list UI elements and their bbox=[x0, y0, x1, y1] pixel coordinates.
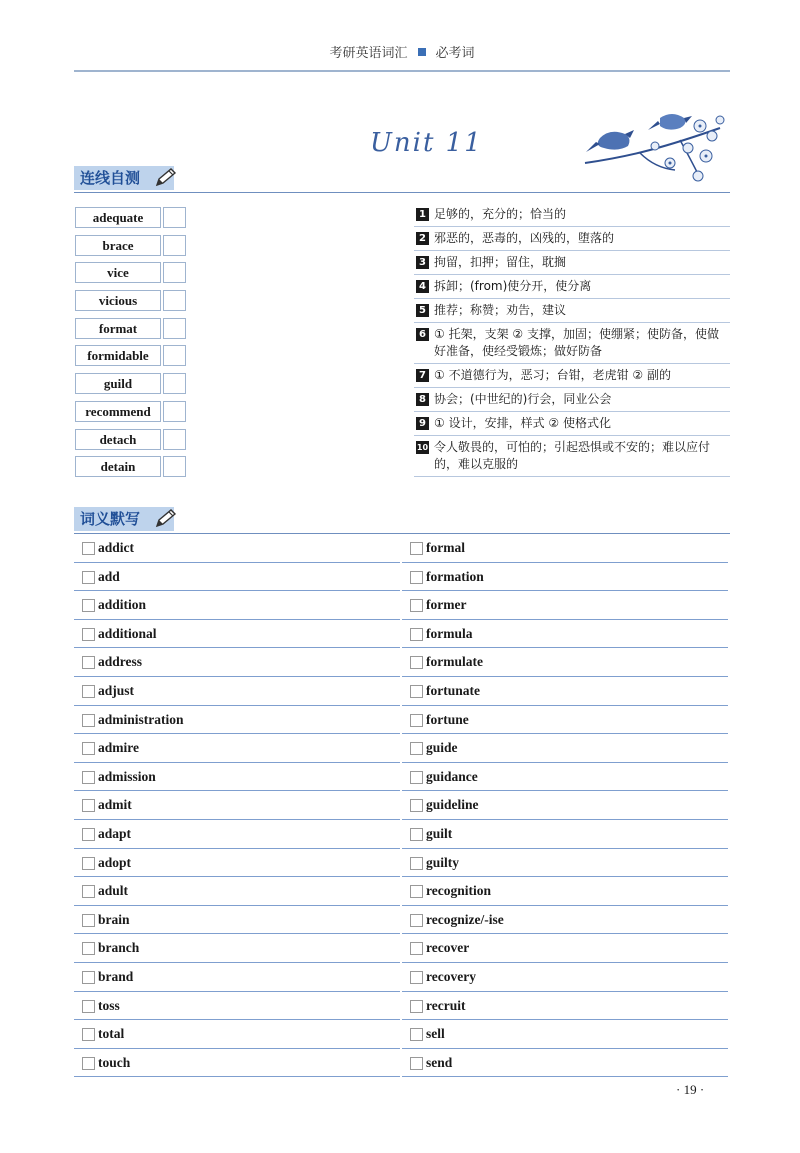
list-item bbox=[74, 620, 400, 649]
word-label: brand bbox=[98, 968, 134, 984]
definition-text: 邪恶的，恶毒的，凶残的，堕落的 bbox=[434, 231, 615, 245]
list-item bbox=[402, 534, 728, 563]
word-label: fortunate bbox=[426, 682, 480, 698]
match-word-label: detach bbox=[75, 429, 161, 450]
word-label: formula bbox=[426, 625, 473, 641]
checkbox[interactable] bbox=[82, 942, 95, 955]
word-label: total bbox=[98, 1026, 125, 1042]
checkbox[interactable] bbox=[410, 1057, 423, 1070]
definition-number: 8 bbox=[416, 393, 429, 406]
match-word bbox=[75, 429, 187, 450]
list-item bbox=[74, 534, 400, 563]
section-dictation-title bbox=[74, 507, 730, 534]
checkbox[interactable] bbox=[410, 1000, 423, 1013]
word-label: guide bbox=[426, 740, 458, 756]
word-label: sell bbox=[426, 1026, 445, 1042]
word-label: recognize/-ise bbox=[426, 911, 504, 927]
checkbox[interactable] bbox=[82, 828, 95, 841]
definition-text: 足够的，充分的；恰当的 bbox=[434, 207, 567, 221]
definition-number: 10 bbox=[416, 443, 429, 452]
list-item bbox=[74, 906, 400, 935]
answer-box[interactable] bbox=[163, 318, 186, 339]
match-word-list bbox=[75, 207, 187, 484]
definition-text: 协会；(中世纪的)行会，同业公会 bbox=[434, 392, 612, 406]
checkbox[interactable] bbox=[410, 542, 423, 555]
list-item bbox=[402, 591, 728, 620]
word-label: recognition bbox=[426, 883, 491, 899]
match-word-label: formidable bbox=[75, 345, 161, 366]
definition-text: ① 不道德行为，恶习；台钳，老虎钳 ② 副的 bbox=[434, 368, 671, 382]
word-label: adjust bbox=[98, 682, 135, 698]
word-label: formal bbox=[426, 540, 465, 555]
definition-text: ① 托架，支架 ② 支撑，加固；使绷紧；使防备，使做好准备，使经受锻炼；做好防备 bbox=[434, 327, 719, 358]
word-label: adopt bbox=[98, 854, 132, 870]
word-label: adult bbox=[98, 883, 129, 899]
list-item bbox=[402, 963, 728, 992]
list-item bbox=[74, 706, 400, 735]
match-word-label: detain bbox=[75, 456, 161, 477]
definition-number: 5 bbox=[416, 304, 429, 317]
checkbox[interactable] bbox=[82, 714, 95, 727]
match-word-label: format bbox=[75, 318, 161, 339]
list-item bbox=[74, 820, 400, 849]
match-word bbox=[75, 401, 187, 422]
match-word-label: vicious bbox=[75, 290, 161, 311]
checkbox[interactable] bbox=[410, 885, 423, 898]
answer-box[interactable] bbox=[163, 345, 186, 366]
checkbox[interactable] bbox=[410, 914, 423, 927]
word-label: brain bbox=[98, 911, 130, 927]
checkbox[interactable] bbox=[410, 942, 423, 955]
list-item bbox=[402, 849, 728, 878]
checkbox[interactable] bbox=[410, 599, 423, 612]
list-item bbox=[402, 620, 728, 649]
pencil-icon bbox=[154, 509, 178, 529]
match-word-label: adequate bbox=[75, 207, 161, 228]
match-word bbox=[75, 373, 187, 394]
checkbox[interactable] bbox=[410, 828, 423, 841]
word-label: guidance bbox=[426, 768, 478, 784]
book-title: 考研英语词汇 bbox=[329, 46, 408, 61]
match-word bbox=[75, 456, 187, 477]
checkbox[interactable] bbox=[410, 1028, 423, 1041]
definition-text: 令人敬畏的，可怕的；引起恐惧或不安的；难以应付的，难以克服的 bbox=[434, 440, 711, 471]
word-label: formulate bbox=[426, 654, 483, 670]
word-label: fortune bbox=[426, 711, 469, 727]
word-label: toss bbox=[98, 997, 120, 1013]
list-item bbox=[74, 563, 400, 592]
definition-text: 推荐；称赞；劝告，建议 bbox=[434, 303, 567, 317]
page-number: · 19 · bbox=[676, 1082, 705, 1097]
checkbox[interactable] bbox=[82, 971, 95, 984]
definition-item bbox=[414, 203, 730, 227]
word-label: guilt bbox=[426, 825, 453, 841]
checkbox[interactable] bbox=[410, 742, 423, 755]
checkbox[interactable] bbox=[82, 799, 95, 812]
list-item bbox=[402, 877, 728, 906]
checkbox[interactable] bbox=[82, 656, 95, 669]
list-item bbox=[74, 849, 400, 878]
match-word bbox=[75, 235, 187, 256]
word-label: branch bbox=[98, 940, 140, 956]
section-match-title bbox=[74, 166, 730, 193]
match-word-label: guild bbox=[75, 373, 161, 394]
section-label: 必考词 bbox=[435, 46, 475, 61]
checkbox[interactable] bbox=[82, 1028, 95, 1041]
checkbox[interactable] bbox=[82, 742, 95, 755]
checkbox[interactable] bbox=[410, 971, 423, 984]
list-item bbox=[74, 791, 400, 820]
list-item bbox=[74, 734, 400, 763]
answer-box[interactable] bbox=[163, 235, 186, 256]
definition-text: 拘留，扣押；留住，耽搁 bbox=[434, 255, 567, 269]
definition-number: 3 bbox=[416, 256, 429, 269]
section-dictation-label: 词义默写 bbox=[80, 510, 141, 528]
checkbox[interactable] bbox=[82, 628, 95, 641]
answer-box[interactable] bbox=[163, 401, 186, 422]
list-item bbox=[402, 677, 728, 706]
list-item bbox=[402, 1020, 728, 1049]
definition-item bbox=[414, 412, 730, 436]
match-word bbox=[75, 207, 187, 228]
word-label: guilty bbox=[426, 854, 460, 870]
checkbox[interactable] bbox=[82, 685, 95, 698]
list-item bbox=[402, 992, 728, 1021]
checkbox[interactable] bbox=[82, 914, 95, 927]
word-label: send bbox=[426, 1054, 453, 1070]
checkbox[interactable] bbox=[82, 771, 95, 784]
list-item bbox=[402, 906, 728, 935]
list-item bbox=[402, 791, 728, 820]
answer-box[interactable] bbox=[163, 373, 186, 394]
word-label: recover bbox=[426, 940, 470, 956]
list-item bbox=[74, 877, 400, 906]
list-item bbox=[402, 706, 728, 735]
checkbox[interactable] bbox=[410, 628, 423, 641]
word-label: admit bbox=[98, 797, 132, 813]
answer-box[interactable] bbox=[163, 290, 186, 311]
list-item bbox=[74, 1049, 400, 1078]
checkbox[interactable] bbox=[410, 799, 423, 812]
unit-title: Unit 11 bbox=[370, 128, 483, 158]
match-word-label: vice bbox=[75, 262, 161, 283]
checkbox[interactable] bbox=[410, 714, 423, 727]
word-label: addition bbox=[98, 597, 147, 613]
checkbox[interactable] bbox=[82, 1057, 95, 1070]
dictation-list-left bbox=[74, 534, 400, 1077]
list-item bbox=[402, 1049, 728, 1078]
definition-item bbox=[414, 436, 730, 477]
section-match-label: 连线自测 bbox=[80, 169, 141, 187]
checkbox[interactable] bbox=[82, 1000, 95, 1013]
definition-number: 1 bbox=[416, 208, 429, 221]
list-item bbox=[402, 820, 728, 849]
definition-item bbox=[414, 299, 730, 323]
checkbox[interactable] bbox=[82, 599, 95, 612]
list-item bbox=[402, 563, 728, 592]
dictation-list-right bbox=[402, 534, 728, 1077]
word-label: recruit bbox=[426, 997, 466, 1013]
definition-item bbox=[414, 323, 730, 364]
definition-item bbox=[414, 388, 730, 412]
list-item bbox=[402, 734, 728, 763]
checkbox[interactable] bbox=[410, 857, 423, 870]
word-label: add bbox=[98, 568, 120, 584]
word-label: formation bbox=[426, 568, 484, 584]
square-bullet-icon bbox=[418, 48, 426, 56]
word-label: administration bbox=[98, 711, 184, 727]
list-item bbox=[74, 992, 400, 1021]
definition-item bbox=[414, 227, 730, 251]
list-item bbox=[74, 1020, 400, 1049]
definition-number: 2 bbox=[416, 232, 429, 245]
match-word bbox=[75, 345, 187, 366]
word-label: touch bbox=[98, 1054, 131, 1070]
match-word bbox=[75, 262, 187, 283]
list-item bbox=[74, 648, 400, 677]
checkbox[interactable] bbox=[410, 771, 423, 784]
definition-number: 6 bbox=[416, 328, 429, 341]
word-label: addict bbox=[98, 540, 135, 555]
answer-box[interactable] bbox=[163, 429, 186, 450]
match-word-label: recommend bbox=[75, 401, 161, 422]
definition-text: ① 设计，安排，样式 ② 使格式化 bbox=[434, 416, 611, 430]
list-item bbox=[74, 963, 400, 992]
list-item bbox=[74, 677, 400, 706]
definition-item bbox=[414, 275, 730, 299]
page-header bbox=[74, 42, 730, 72]
list-item bbox=[402, 763, 728, 792]
checkbox[interactable] bbox=[82, 542, 95, 555]
checkbox[interactable] bbox=[82, 857, 95, 870]
definition-number: 9 bbox=[416, 417, 429, 430]
match-word bbox=[75, 318, 187, 339]
checkbox[interactable] bbox=[410, 571, 423, 584]
checkbox[interactable] bbox=[410, 656, 423, 669]
word-label: admission bbox=[98, 768, 156, 784]
match-word bbox=[75, 290, 187, 311]
definition-number: 4 bbox=[416, 280, 429, 293]
word-label: address bbox=[98, 654, 143, 670]
list-item bbox=[402, 934, 728, 963]
word-label: recovery bbox=[426, 968, 476, 984]
match-word-label: brace bbox=[75, 235, 161, 256]
answer-box[interactable] bbox=[163, 207, 186, 228]
checkbox[interactable] bbox=[82, 885, 95, 898]
word-label: additional bbox=[98, 625, 157, 641]
list-item bbox=[74, 591, 400, 620]
list-item bbox=[74, 763, 400, 792]
word-label: admire bbox=[98, 740, 139, 756]
word-label: former bbox=[426, 597, 467, 613]
definition-item bbox=[414, 364, 730, 388]
definition-text: 拆卸；(from)使分开，使分离 bbox=[434, 279, 592, 293]
definition-number: 7 bbox=[416, 369, 429, 382]
answer-box[interactable] bbox=[163, 262, 186, 283]
pencil-icon bbox=[154, 168, 178, 188]
definition-list bbox=[414, 203, 730, 477]
word-label: adapt bbox=[98, 825, 132, 841]
list-item bbox=[74, 934, 400, 963]
list-item bbox=[402, 648, 728, 677]
word-label: guideline bbox=[426, 797, 479, 813]
definition-item bbox=[414, 251, 730, 275]
checkbox[interactable] bbox=[82, 571, 95, 584]
answer-box[interactable] bbox=[163, 456, 186, 477]
checkbox[interactable] bbox=[410, 685, 423, 698]
